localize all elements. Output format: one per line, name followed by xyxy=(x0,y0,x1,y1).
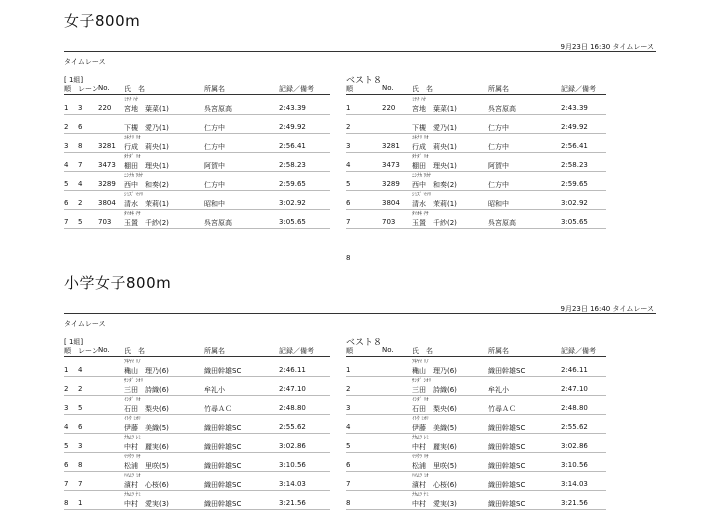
rank-cell: 7 xyxy=(64,218,69,226)
heat-label: [ 1組] xyxy=(64,338,84,346)
athlete-name: 石田 梨央(6) xyxy=(124,405,169,413)
col-record: 記録／備考 xyxy=(279,85,314,93)
best8-extra-rank: 8 xyxy=(346,254,351,262)
team-name: 織田幹雄SC xyxy=(488,462,526,470)
athlete-kana: ｻﾝﾀﾞ ｼｵﾘ xyxy=(124,378,144,384)
table-row xyxy=(346,357,606,377)
col-rank: 順 xyxy=(64,85,71,93)
athlete-kana: ﾀﾏｵｷ ﾁｻ xyxy=(412,211,429,217)
rank-cell: 3 xyxy=(64,404,69,412)
athlete-kana: ﾐﾔﾁ ﾊﾅ xyxy=(412,97,427,103)
athlete-name: 松浦 里咲(5) xyxy=(412,462,457,470)
team-name: 織田幹雄SC xyxy=(488,500,526,508)
athlete-name: 棚田 理央(1) xyxy=(124,162,169,170)
lane-cell: 8 xyxy=(78,461,83,469)
table-row xyxy=(64,433,330,453)
team-name: 織田幹雄SC xyxy=(488,481,526,489)
lane-cell: 3 xyxy=(78,104,83,112)
table-row xyxy=(64,190,330,210)
record-time: 2:49.92 xyxy=(279,123,306,131)
athlete-kana: ﾀﾏｵｷ ﾁｻ xyxy=(124,211,141,217)
athlete-kana: ｼﾐｽﾞ ﾏﾂﾘ xyxy=(124,192,144,198)
rank-cell: 2 xyxy=(346,385,351,393)
athlete-name: 下槻 愛乃(1) xyxy=(124,124,169,132)
rank-cell: 3 xyxy=(64,142,69,150)
best8-table-header xyxy=(346,346,606,357)
col-no: No. xyxy=(382,84,394,92)
team-name: 竹尋ＡＣ xyxy=(488,405,516,413)
team-name: 昭和中 xyxy=(204,200,225,208)
col-team: 所属名 xyxy=(204,347,225,355)
col-lane: レーン xyxy=(78,85,99,93)
athlete-kana: ﾆｼﾅｶ ﾜｶﾅ xyxy=(412,173,432,179)
record-time: 2:43.39 xyxy=(279,104,306,112)
lane-cell: 8 xyxy=(78,142,83,150)
bib-number: 703 xyxy=(382,218,396,226)
table-row xyxy=(64,452,330,472)
lane-cell: 3 xyxy=(78,442,83,450)
athlete-kana: ﾀﾅﾀﾞ ﾘｵ xyxy=(412,154,429,160)
table-row xyxy=(64,152,330,172)
athlete-name: 濱村 心桜(6) xyxy=(412,481,457,489)
table-row xyxy=(346,133,606,153)
col-no: No. xyxy=(98,346,110,354)
event-datetime: 9月23日 16:30 タイムレース xyxy=(560,43,654,51)
table-row xyxy=(64,490,330,510)
col-team: 所属名 xyxy=(488,85,509,93)
record-time: 2:55.62 xyxy=(561,423,588,431)
athlete-kana: ｱｷﾔﾏ ﾘﾉ xyxy=(124,359,141,365)
athlete-name: 宮地 葉菜(1) xyxy=(412,105,457,113)
table-row xyxy=(346,209,606,229)
record-time: 3:14.03 xyxy=(279,480,306,488)
col-rank: 順 xyxy=(346,347,353,355)
athlete-kana: ﾆｼﾅｶ ﾜｶﾅ xyxy=(124,173,144,179)
record-time: 2:49.92 xyxy=(561,123,588,131)
table-row xyxy=(346,490,606,510)
table-row xyxy=(346,114,606,134)
athlete-name: 三田 詩織(6) xyxy=(412,386,457,394)
table-row xyxy=(64,414,330,434)
table-row xyxy=(64,395,330,415)
rank-cell: 4 xyxy=(64,423,69,431)
lane-cell: 4 xyxy=(78,366,83,374)
athlete-name: 西中 和奏(2) xyxy=(124,181,169,189)
rank-cell: 2 xyxy=(64,385,69,393)
rank-cell: 1 xyxy=(64,366,69,374)
rank-cell: 8 xyxy=(64,499,69,507)
lane-cell: 4 xyxy=(78,180,83,188)
team-name: 織田幹雄SC xyxy=(204,424,242,432)
table-row xyxy=(64,114,330,134)
athlete-name: 行成 莉央(1) xyxy=(412,143,457,151)
team-name: 呉宮原高 xyxy=(488,105,516,113)
lane-cell: 2 xyxy=(78,199,83,207)
bib-number: 703 xyxy=(98,218,112,226)
team-name: 牟礼小 xyxy=(488,386,509,394)
record-time: 2:47.10 xyxy=(561,385,588,393)
team-name: 織田幹雄SC xyxy=(488,424,526,432)
title-rule xyxy=(64,313,656,314)
record-time: 2:47.10 xyxy=(279,385,306,393)
rank-cell: 4 xyxy=(346,161,351,169)
col-record: 記録／備考 xyxy=(279,347,314,355)
team-name: 竹尋ＡＣ xyxy=(204,405,232,413)
race-type: タイムレース xyxy=(64,320,106,328)
record-time: 3:10.56 xyxy=(279,461,306,469)
athlete-name: 穐山 理乃(6) xyxy=(412,367,457,375)
col-lane: レーン xyxy=(78,347,99,355)
col-name: 氏 名 xyxy=(124,85,145,93)
athlete-kana: ｲﾄｳ ﾐｵﾘ xyxy=(412,416,429,422)
athlete-name: 宮地 葉菜(1) xyxy=(124,105,169,113)
record-time: 3:05.65 xyxy=(561,218,588,226)
athlete-name: 西中 和奏(2) xyxy=(412,181,457,189)
rank-cell: 5 xyxy=(64,442,69,450)
col-name: 氏 名 xyxy=(412,347,433,355)
col-no: No. xyxy=(98,84,110,92)
athlete-name: 穐山 理乃(6) xyxy=(124,367,169,375)
bib-number: 3281 xyxy=(98,142,116,150)
team-name: 呉宮原高 xyxy=(488,219,516,227)
record-time: 3:05.65 xyxy=(279,218,306,226)
athlete-name: 石田 梨央(6) xyxy=(412,405,457,413)
athlete-kana: ﾏﾂｳﾗ ﾘｻ xyxy=(124,454,141,460)
athlete-name: 棚田 理央(1) xyxy=(412,162,457,170)
table-row xyxy=(346,376,606,396)
athlete-kana: ﾅｶﾑﾗ ﾅﾐ xyxy=(412,492,429,498)
athlete-kana: ﾕｷﾅﾘ ﾘｵ xyxy=(412,135,429,141)
athlete-kana: ｲﾄｳ ﾐｵﾘ xyxy=(124,416,141,422)
record-time: 2:56.41 xyxy=(279,142,306,150)
team-name: 仁方中 xyxy=(488,143,509,151)
team-name: 織田幹雄SC xyxy=(204,367,242,375)
table-row xyxy=(346,190,606,210)
athlete-kana: ｼﾐｽﾞ ﾏﾂﾘ xyxy=(412,192,432,198)
athlete-name: 玉置 千紗(2) xyxy=(412,219,457,227)
record-time: 3:02.86 xyxy=(561,442,588,450)
team-name: 織田幹雄SC xyxy=(204,462,242,470)
record-time: 3:02.92 xyxy=(561,199,588,207)
lane-cell: 1 xyxy=(78,499,83,507)
table-row xyxy=(346,471,606,491)
record-time: 2:59.65 xyxy=(279,180,306,188)
bib-number: 220 xyxy=(98,104,112,112)
record-time: 2:48.80 xyxy=(561,404,588,412)
athlete-name: 三田 詩織(6) xyxy=(124,386,169,394)
athlete-kana: ﾊﾏﾑﾗ ﾐｵ xyxy=(412,473,429,479)
team-name: 呉宮原高 xyxy=(204,219,232,227)
record-time: 2:55.62 xyxy=(279,423,306,431)
team-name: 阿賀中 xyxy=(488,162,509,170)
table-row xyxy=(64,95,330,115)
title-rule xyxy=(64,51,656,52)
record-time: 3:10.56 xyxy=(561,461,588,469)
record-time: 2:56.41 xyxy=(561,142,588,150)
col-team: 所属名 xyxy=(488,347,509,355)
athlete-name: 伊藤 美織(5) xyxy=(412,424,457,432)
athlete-name: 中村 愛実(3) xyxy=(124,500,169,508)
record-time: 2:59.65 xyxy=(561,180,588,188)
bib-number: 3473 xyxy=(98,161,116,169)
lane-cell: 6 xyxy=(78,123,83,131)
athlete-name: 中村 愛実(3) xyxy=(412,500,457,508)
rank-cell: 5 xyxy=(346,180,351,188)
rank-cell: 1 xyxy=(346,104,351,112)
athlete-kana: ﾕｷﾅﾘ ﾘｵ xyxy=(124,135,141,141)
rank-cell: 3 xyxy=(346,404,351,412)
athlete-name: 清水 茉莉(1) xyxy=(412,200,457,208)
record-time: 2:48.80 xyxy=(279,404,306,412)
team-name: 呉宮原高 xyxy=(204,105,232,113)
col-no: No. xyxy=(382,346,394,354)
bib-number: 220 xyxy=(382,104,396,112)
table-row xyxy=(346,95,606,115)
col-name: 氏 名 xyxy=(412,85,433,93)
team-name: 仁方中 xyxy=(488,181,509,189)
rank-cell: 6 xyxy=(346,461,351,469)
record-time: 3:02.86 xyxy=(279,442,306,450)
rank-cell: 4 xyxy=(64,161,69,169)
table-row xyxy=(346,152,606,172)
lane-cell: 6 xyxy=(78,423,83,431)
athlete-kana: ﾅｶﾑﾗ ﾚﾐ xyxy=(124,435,141,441)
athlete-name: 中村 麗実(6) xyxy=(124,443,169,451)
athlete-kana: ﾀﾅﾀﾞ ﾘｵ xyxy=(124,154,141,160)
col-rank: 順 xyxy=(64,347,71,355)
athlete-name: 下槻 愛乃(1) xyxy=(412,124,457,132)
team-name: 織田幹雄SC xyxy=(204,481,242,489)
table-row xyxy=(346,171,606,191)
table-row xyxy=(64,171,330,191)
table-row xyxy=(346,395,606,415)
event-datetime: 9月23日 16:40 タイムレース xyxy=(560,305,654,313)
team-name: 織田幹雄SC xyxy=(204,500,242,508)
rank-cell: 6 xyxy=(346,199,351,207)
rank-cell: 2 xyxy=(346,123,351,131)
best8-table-header xyxy=(346,84,606,95)
team-name: 織田幹雄SC xyxy=(488,367,526,375)
bib-number: 3804 xyxy=(382,199,400,207)
rank-cell: 5 xyxy=(64,180,69,188)
athlete-kana: ｲｼﾀﾞ ﾘｵ xyxy=(124,397,141,403)
athlete-kana: ｱｷﾔﾏ ﾘﾉ xyxy=(412,359,429,365)
lane-cell: 7 xyxy=(78,480,83,488)
athlete-kana: ﾊﾏﾑﾗ ﾐｵ xyxy=(124,473,141,479)
record-time: 3:02.92 xyxy=(279,199,306,207)
bib-number: 3473 xyxy=(382,161,400,169)
bib-number: 3281 xyxy=(382,142,400,150)
rank-cell: 7 xyxy=(346,480,351,488)
rank-cell: 3 xyxy=(346,142,351,150)
bib-number: 3289 xyxy=(98,180,116,188)
athlete-name: 伊藤 美織(5) xyxy=(124,424,169,432)
athlete-name: 清水 茉莉(1) xyxy=(124,200,169,208)
team-name: 仁方中 xyxy=(488,124,509,132)
athlete-kana: ﾅｶﾑﾗ ﾚﾐ xyxy=(412,435,429,441)
race-type: タイムレース xyxy=(64,58,106,66)
col-name: 氏 名 xyxy=(124,347,145,355)
rank-cell: 7 xyxy=(346,218,351,226)
athlete-name: 中村 麗実(6) xyxy=(412,443,457,451)
table-row xyxy=(64,471,330,491)
rank-cell: 6 xyxy=(64,199,69,207)
table-row xyxy=(64,133,330,153)
team-name: 仁方中 xyxy=(204,124,225,132)
table-row xyxy=(64,357,330,377)
table-row xyxy=(64,376,330,396)
record-time: 2:43.39 xyxy=(561,104,588,112)
heat-label: [ 1組] xyxy=(64,76,84,84)
team-name: 仁方中 xyxy=(204,181,225,189)
record-time: 2:58.23 xyxy=(279,161,306,169)
lane-cell: 2 xyxy=(78,385,83,393)
team-name: 昭和中 xyxy=(488,200,509,208)
record-time: 2:46.11 xyxy=(279,366,306,374)
col-record: 記録／備考 xyxy=(561,85,596,93)
team-name: 牟礼小 xyxy=(204,386,225,394)
col-rank: 順 xyxy=(346,85,353,93)
col-team: 所属名 xyxy=(204,85,225,93)
rank-cell: 4 xyxy=(346,423,351,431)
heat-table-header xyxy=(64,346,330,357)
table-row xyxy=(64,209,330,229)
best8-label: ベスト８ xyxy=(346,338,383,348)
bib-number: 3289 xyxy=(382,180,400,188)
record-time: 3:21.56 xyxy=(561,499,588,507)
athlete-name: 玉置 千紗(2) xyxy=(124,219,169,227)
team-name: 織田幹雄SC xyxy=(204,443,242,451)
athlete-kana: ｲｼﾀﾞ ﾘｵ xyxy=(412,397,429,403)
athlete-name: 濱村 心桜(6) xyxy=(124,481,169,489)
athlete-name: 行成 莉央(1) xyxy=(124,143,169,151)
event-title: 小学女子800m xyxy=(64,274,172,292)
bib-number: 3804 xyxy=(98,199,116,207)
record-time: 2:58.23 xyxy=(561,161,588,169)
table-row xyxy=(346,433,606,453)
athlete-kana: ｻﾝﾀﾞ ｼｵﾘ xyxy=(412,378,432,384)
record-time: 2:46.11 xyxy=(561,366,588,374)
rank-cell: 1 xyxy=(64,104,69,112)
rank-cell: 5 xyxy=(346,442,351,450)
lane-cell: 5 xyxy=(78,404,83,412)
heat-table-header xyxy=(64,84,330,95)
rank-cell: 6 xyxy=(64,461,69,469)
record-time: 3:21.56 xyxy=(279,499,306,507)
record-time: 3:14.03 xyxy=(561,480,588,488)
best8-label: ベスト８ xyxy=(346,76,383,86)
rank-cell: 1 xyxy=(346,366,351,374)
rank-cell: 8 xyxy=(346,499,351,507)
team-name: 阿賀中 xyxy=(204,162,225,170)
athlete-kana: ﾐﾔﾁ ﾊﾅ xyxy=(124,97,139,103)
team-name: 仁方中 xyxy=(204,143,225,151)
table-row xyxy=(346,414,606,434)
athlete-kana: ﾅｶﾑﾗ ﾅﾐ xyxy=(124,492,141,498)
athlete-kana: ﾏﾂｳﾗ ﾘｻ xyxy=(412,454,429,460)
lane-cell: 7 xyxy=(78,161,83,169)
lane-cell: 5 xyxy=(78,218,83,226)
event-title: 女子800m xyxy=(64,12,141,30)
rank-cell: 2 xyxy=(64,123,69,131)
team-name: 織田幹雄SC xyxy=(488,443,526,451)
table-row xyxy=(346,452,606,472)
rank-cell: 7 xyxy=(64,480,69,488)
col-record: 記録／備考 xyxy=(561,347,596,355)
athlete-name: 松浦 里咲(5) xyxy=(124,462,169,470)
